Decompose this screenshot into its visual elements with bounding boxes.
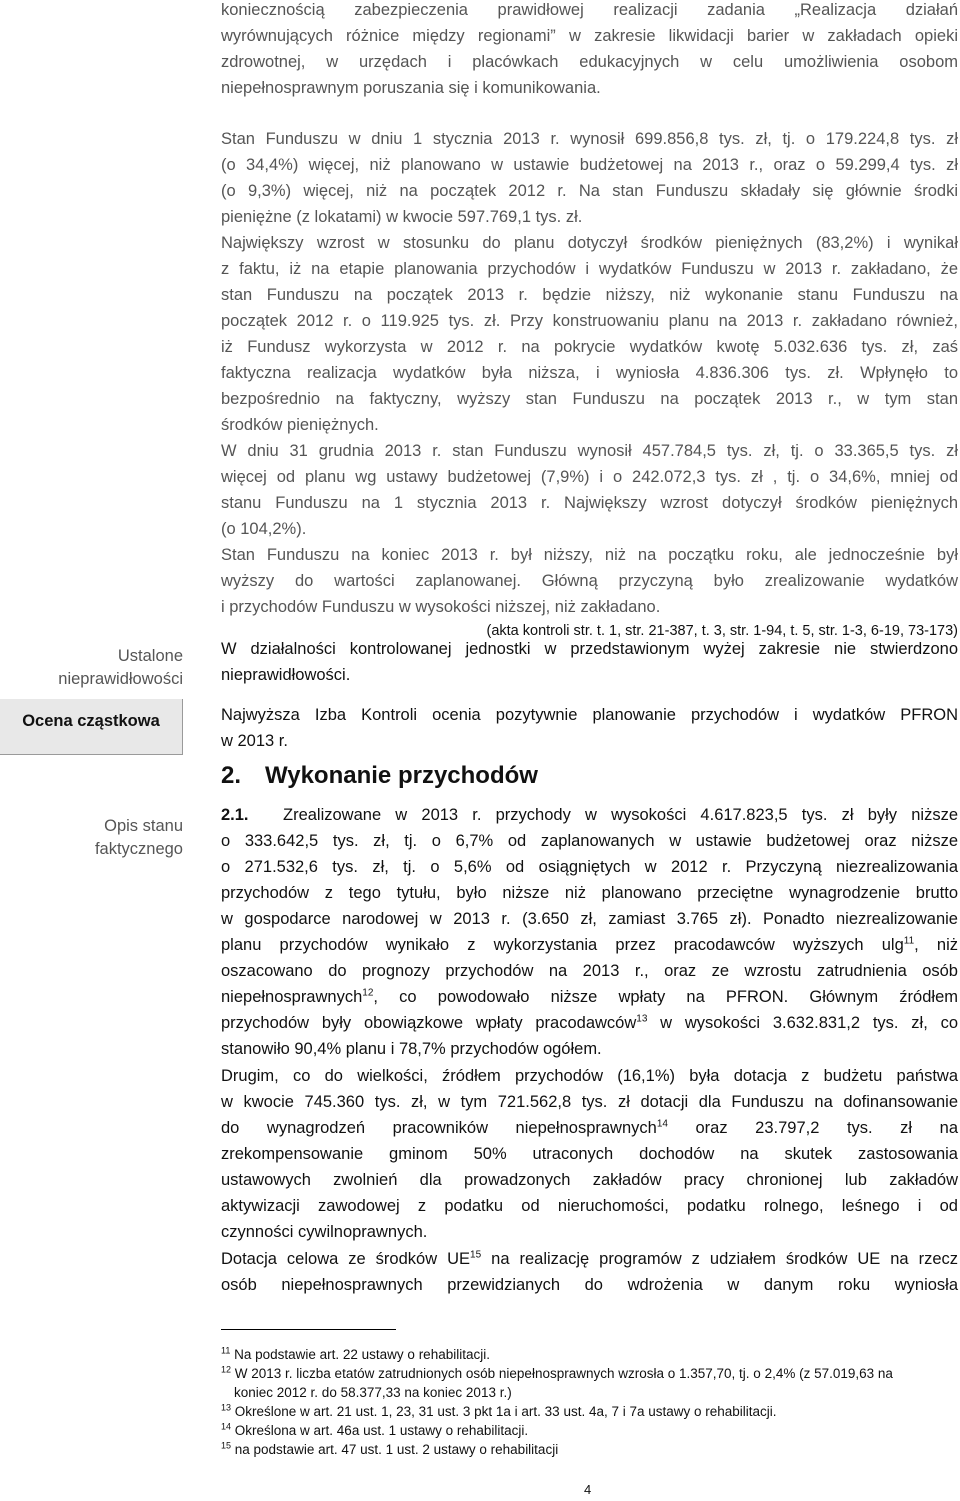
footnote-13: $^{13}$ Określone w art. 21 ust. 1, 23, 31 ust. 3 pkt 1a i art. 33 ust. 4a, 7 i 7a ustawy o rehabilitacji. bbox=[221, 1402, 777, 1419]
wzrost-para bbox=[221, 230, 958, 438]
text-line: środków pieniężnych. bbox=[221, 416, 379, 434]
footnote-ref[interactable]: 12 bbox=[362, 987, 374, 999]
text-line: ustawowych zwolnień dla prowadzonych zakładów pracy chronionej lub zakładów bbox=[221, 1171, 958, 1189]
text-line: Zrealizowane w 2013 r. przychody w wysokości 4.617.823,5 tys. zł były niższe bbox=[283, 806, 958, 824]
text-line: stan Funduszu na początek 2013 r. będzie niższy, niż wykonanie stanu Funduszu na bbox=[221, 286, 958, 304]
text-line: Stan Funduszu w dniu 1 stycznia 2013 r. wynosił 699.856,8 tys. zł, tj. o 179.224,8 tys. zł bbox=[221, 130, 958, 148]
stan-para bbox=[221, 126, 958, 230]
text-line: planu przychodów wynikało z wykorzystania przez pracodawców wyższych ulg$^{11}$, niż bbox=[221, 935, 959, 954]
page-number: 4 bbox=[584, 1482, 592, 1497]
text-line: Drugim, co do wielkości, źródłem przychodów (16,1%) była dotacja z budżetu państwa bbox=[221, 1067, 958, 1085]
text-line: Najwyższa Izba Kontroli ocenia pozytywnie planowanie przychodów i wydatków PFRON bbox=[221, 706, 958, 724]
text-line: stanu Funduszu na 1 stycznia 2013 r. Największy wzrost dotyczył środków pieniężnych bbox=[221, 494, 958, 512]
text-line: wyrównujących różnice między regionami” w zakresie likwidacji barier w zakładach opieki bbox=[221, 27, 958, 45]
text-line: czynności cywilnoprawnych. bbox=[221, 1223, 428, 1241]
sidebar-label: Opis stanu bbox=[104, 817, 183, 835]
footnote-ref[interactable]: 14 bbox=[656, 1118, 668, 1130]
text-line: zdrowotnej, w urzędach i placówkach edukacyjnych w celu umożliwienia osobom bbox=[221, 53, 958, 71]
nieprawidlowosci-para bbox=[221, 636, 958, 688]
text-line: o 333.642,5 tys. zł, tj. o 6,7% od zaplanowanych w ustawie budżetowej oraz niższe bbox=[221, 832, 958, 850]
text-line: początek 2012 r. o 119.925 tys. zł. Przy konstruowaniu planu na 2013 r. zakładano również, bbox=[221, 312, 958, 330]
text-line: bezpośrednio na faktyczny, wyższy stan Funduszu na początek 2013 r., w tym stan bbox=[221, 390, 958, 408]
drugim-paragraph bbox=[221, 1063, 958, 1245]
footnote-11: $^{11}$ Na podstawie art. 22 ustawy o rehabilitacji. bbox=[221, 1345, 490, 1362]
footnote-15: $^{15}$ na podstawie art. 47 ust. 1 ust. 2 ustawy o rehabilitacji bbox=[221, 1440, 559, 1457]
footnote-14: $^{14}$ Określona w art. 46a ust. 1 ustawy o rehabilitacji. bbox=[221, 1421, 529, 1438]
text-line: przychodów były obowiązkowe wpłaty pracodawców$^{13}$ w wysokości 3.632.831,2 tys. zł, co bbox=[221, 1013, 958, 1032]
text-line: (o 34,4%) więcej, niż planowano w ustawie budżetowej na 2013 r., oraz o 59.299,4 tys. zł bbox=[221, 156, 958, 174]
text-line: przychodów z tego tytułu, było niższe niż planowano przeciętne wynagrodzenie brutto bbox=[221, 884, 958, 902]
text-line: więcej od planu wg ustawy budżetowej (7,9%) i o 242.072,3 tys. zł , tj. o 34,6%, mniej od bbox=[221, 468, 958, 486]
sidebar-opis bbox=[0, 815, 183, 861]
sidebar-label: faktycznego bbox=[94, 840, 183, 858]
text-line: w 2013 r. bbox=[221, 732, 288, 750]
text-line: o 271.532,6 tys. zł, tj. o 5,6% od osiągniętych w 2012 r. Przyczyną niezrealizowania bbox=[221, 858, 958, 876]
footnote-ref[interactable]: 15 bbox=[470, 1249, 482, 1261]
text-line: i przychodów Funduszu w wysokości niższej, niż zakładano. bbox=[221, 598, 661, 616]
footnote-12: $^{12}$ W 2013 r. liczba etatów zatrudnionych osób niepełnosprawnych wzrosła o 1.357,70, tj. o 2,4% (z 57.019,63 na bbox=[221, 1364, 893, 1381]
point-number: 2.1. bbox=[221, 806, 249, 824]
tab-label: Ocena cząstkowa bbox=[22, 712, 160, 730]
text-line: osób niepełnosprawnych przewidzianych do wdrożenia w danym roku wyniosła bbox=[221, 1276, 958, 1294]
footnote-ref[interactable]: 13 bbox=[636, 1013, 648, 1025]
text-line: Dotacja celowa ze środków UE$^{15}$ na realizację programów z udziałem środków UE na rzecz bbox=[221, 1249, 958, 1268]
text-line: niepełnosprawnych$^{12}$, co powodowało niższe wpłaty na PFRON. Głównym źródłem bbox=[221, 987, 958, 1006]
intro-paragraph bbox=[221, 0, 958, 101]
dotacja-paragraph bbox=[221, 1246, 958, 1298]
text-line: Największy wzrost w stosunku do planu dotyczył środków pieniężnych (83,2%) i wynikał bbox=[221, 234, 958, 252]
sidebar-label: nieprawidłowości bbox=[58, 670, 183, 688]
ocena-para bbox=[221, 702, 958, 754]
koniec-para bbox=[221, 542, 958, 620]
text-line: faktyczna realizacja wydatków była niższa, i wyniosła 4.836.306 tys. zł. Wpłynęło to bbox=[221, 364, 958, 382]
text-line: w kwocie 745.360 tys. zł, w tym 721.562,8 tys. zł dotacji dla Funduszu na dofinansowanie bbox=[221, 1093, 958, 1111]
footnotes bbox=[221, 1345, 958, 1459]
ocena-czastkowa-tab bbox=[0, 699, 183, 755]
text-line: koniecznością zabezpieczenia prawidłowej realizacji zadania „Realizacja działań bbox=[221, 1, 958, 19]
text-line: do wynagrodzeń pracowników niepełnosprawnych$^{14}$ oraz 23.797,2 tys. zł na bbox=[221, 1118, 958, 1137]
text-line: niepełnosprawnym poruszania się i komunikowania. bbox=[221, 79, 601, 97]
top-para bbox=[221, 0, 958, 101]
text-line: Stan Funduszu na koniec 2013 r. był niższy, niż na początku roku, ale jednocześnie był bbox=[221, 546, 958, 564]
ocena-section bbox=[221, 702, 958, 754]
section-2-1 bbox=[221, 802, 958, 1062]
text-line: W dniu 31 grudnia 2013 r. stan Funduszu wynosił 457.784,5 tys. zł, tj. o 33.365,5 tys. zł bbox=[221, 442, 958, 460]
akta-reference: (akta kontroli str. t. 1, str. 21-387, t. 3, str. 1-94, t. 5, str. 1-3, 6-19, 73-173) bbox=[486, 623, 958, 639]
text-line: W działalności kontrolowanej jednostki w przedstawionym wyżej zakresie nie stwierdzono bbox=[221, 640, 958, 658]
section-heading: 2. Wykonanie przychodów bbox=[221, 762, 538, 789]
nieprawidlowosci-section bbox=[221, 636, 958, 688]
text-line: wyższy do wartości zaplanowanej. Główną przyczyną było zrealizowanie wydatków bbox=[221, 572, 958, 590]
text-line: (o 9,3%) więcej, niż na początek 2012 r. Na stan Funduszu składały się głównie środki bbox=[221, 182, 958, 200]
text-line: aktywizacji zawodowej z podatku od nieruchomości, podatku rolnego, leśnego i od bbox=[221, 1197, 958, 1215]
sidebar-label: Ustalone bbox=[117, 647, 183, 665]
text-line: iż Fundusz wykorzysta w 2012 r. na pokrycie wydatków kwotę 5.032.636 tys. zł, zaś bbox=[221, 338, 958, 356]
text-line: zrekompensowanie gminom 50% utraconych dochodów na skutek zastosowania bbox=[221, 1145, 958, 1163]
sidebar-ustalone bbox=[0, 645, 183, 691]
text-line: z faktu, iż na etapie planowania przychodów i wydatków Funduszu w 2013 r. zakładano, że bbox=[221, 260, 958, 278]
footnote-12-cont: koniec 2012 r. do 58.377,33 na koniec 2013 r.) bbox=[234, 1385, 512, 1400]
stan-funduszu-section bbox=[221, 126, 958, 642]
text-line: stanowiło 90,4% planu i 78,7% przychodów ogółem. bbox=[221, 1040, 602, 1058]
text-line: pieniężne (z lokatami) w kwocie 597.769,1 tys. zł. bbox=[221, 208, 583, 226]
footnote-ref[interactable]: 11 bbox=[903, 935, 915, 947]
text-line: nieprawidłowości. bbox=[221, 666, 351, 684]
footnote-divider bbox=[221, 1329, 396, 1330]
text-line: (o 104,2%). bbox=[221, 520, 307, 538]
grudzien-para bbox=[221, 438, 958, 542]
text-line: oszacowano do prognozy przychodów na 2013 r., oraz ze wzrostu zatrudnienia osób bbox=[221, 962, 958, 980]
text-line: w gospodarce narodowej w 2013 r. (3.650 zł, zamiast 3.765 zł). Ponadto niezrealizowanie bbox=[221, 910, 958, 928]
